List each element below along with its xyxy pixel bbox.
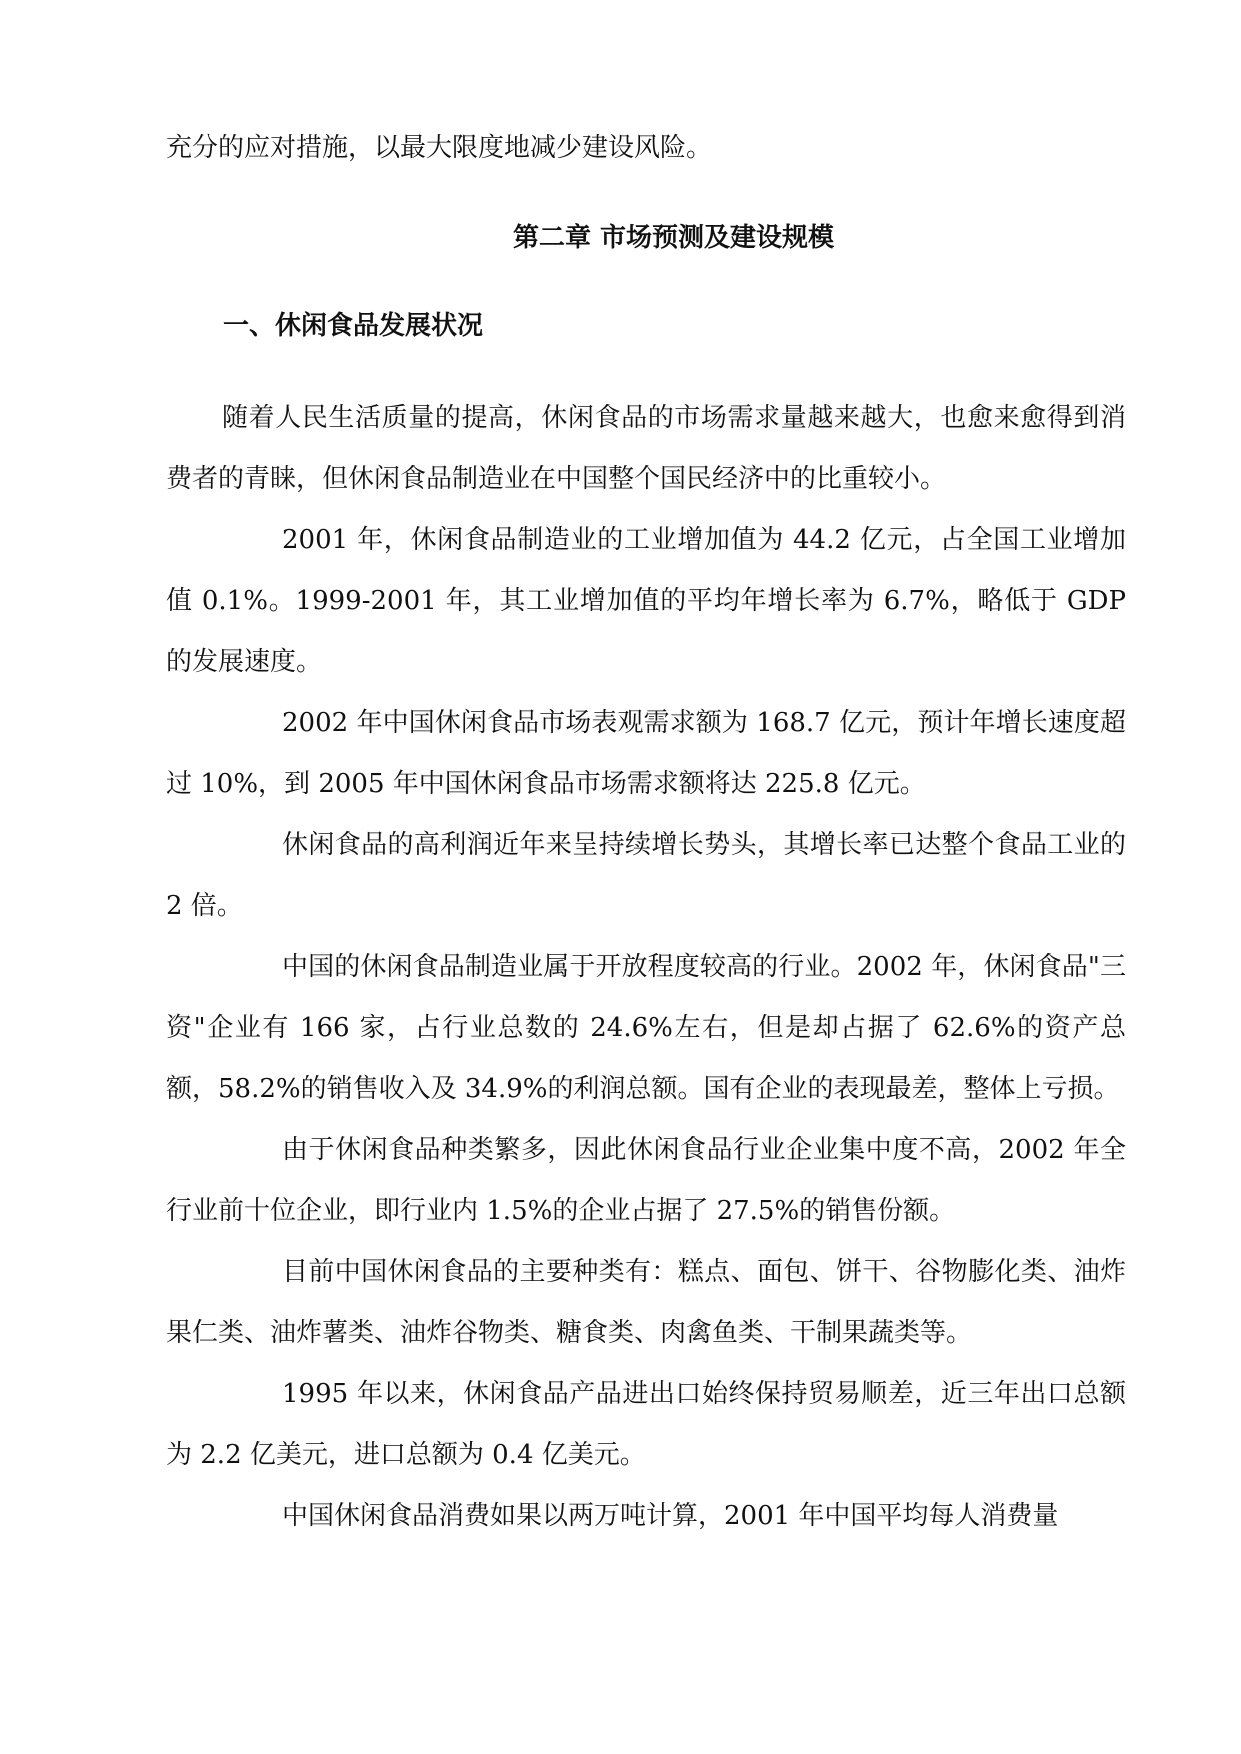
paragraph: 休闲食品的高利润近年来呈持续增长势头，其增长率已达整个食品工业的 2 倍。 bbox=[166, 830, 1126, 921]
paragraph: 由于休闲食品种类繁多，因此休闲食品行业企业集中度不高，2002 年全行业前十位企业，即行业内 1.5%的企业占据了 27.5%的销售份额。 bbox=[166, 1135, 1126, 1226]
section-title: 一、休闲食品发展状况 bbox=[223, 311, 484, 341]
chapter-title: 第二章 市场预测及建设规模 bbox=[512, 223, 835, 253]
paragraph: 2002 年中国休闲食品市场表观需求额为 168.7 亿元，预计年增长速度超过 10%，到 2005 年中国休闲食品市场需求额将达 225.8 亿元。 bbox=[166, 708, 1126, 799]
paragraph: 目前中国休闲食品的主要种类有：糕点、面包、饼干、谷物膨化类、油炸果仁类、油炸薯类、油炸谷物类、糖食类、肉禽鱼类、干制果蔬类等。 bbox=[166, 1257, 1126, 1348]
intro-line: 充分的应对措施，以最大限度地减少建设风险。 bbox=[166, 133, 713, 163]
paragraph: 1995 年以来，休闲食品产品进出口始终保持贸易顺差，近三年出口总额为 2.2 亿美元，进口总额为 0.4 亿美元。 bbox=[166, 1379, 1126, 1470]
paragraph: 中国休闲食品消费如果以两万吨计算，2001 年中国平均每人消费量 bbox=[282, 1501, 1059, 1531]
paragraph: 随着人民生活质量的提高，休闲食品的市场需求量越来越大，也愈来愈得到消费者的青睐，但休闲食品制造业在中国整个国民经济中的比重较小。 bbox=[166, 403, 1126, 494]
paragraph: 中国的休闲食品制造业属于开放程度较高的行业。2002 年，休闲食品"三资"企业有 166 家，占行业总数的 24.6%左右，但是却占据了 62.6%的资产总额，58.2%的销售收入及 34.9%的利润总额。国有企业的表现最差，整体上亏损。 bbox=[166, 952, 1126, 1104]
paragraph: 2001 年，休闲食品制造业的工业增加值为 44.2 亿元，占全国工业增加值 0.1%。1999-2001 年，其工业增加值的平均年增长率为 6.7%，略低于 GDP 的发展速度。 bbox=[166, 525, 1126, 677]
page-content bbox=[166, 118, 1126, 1547]
